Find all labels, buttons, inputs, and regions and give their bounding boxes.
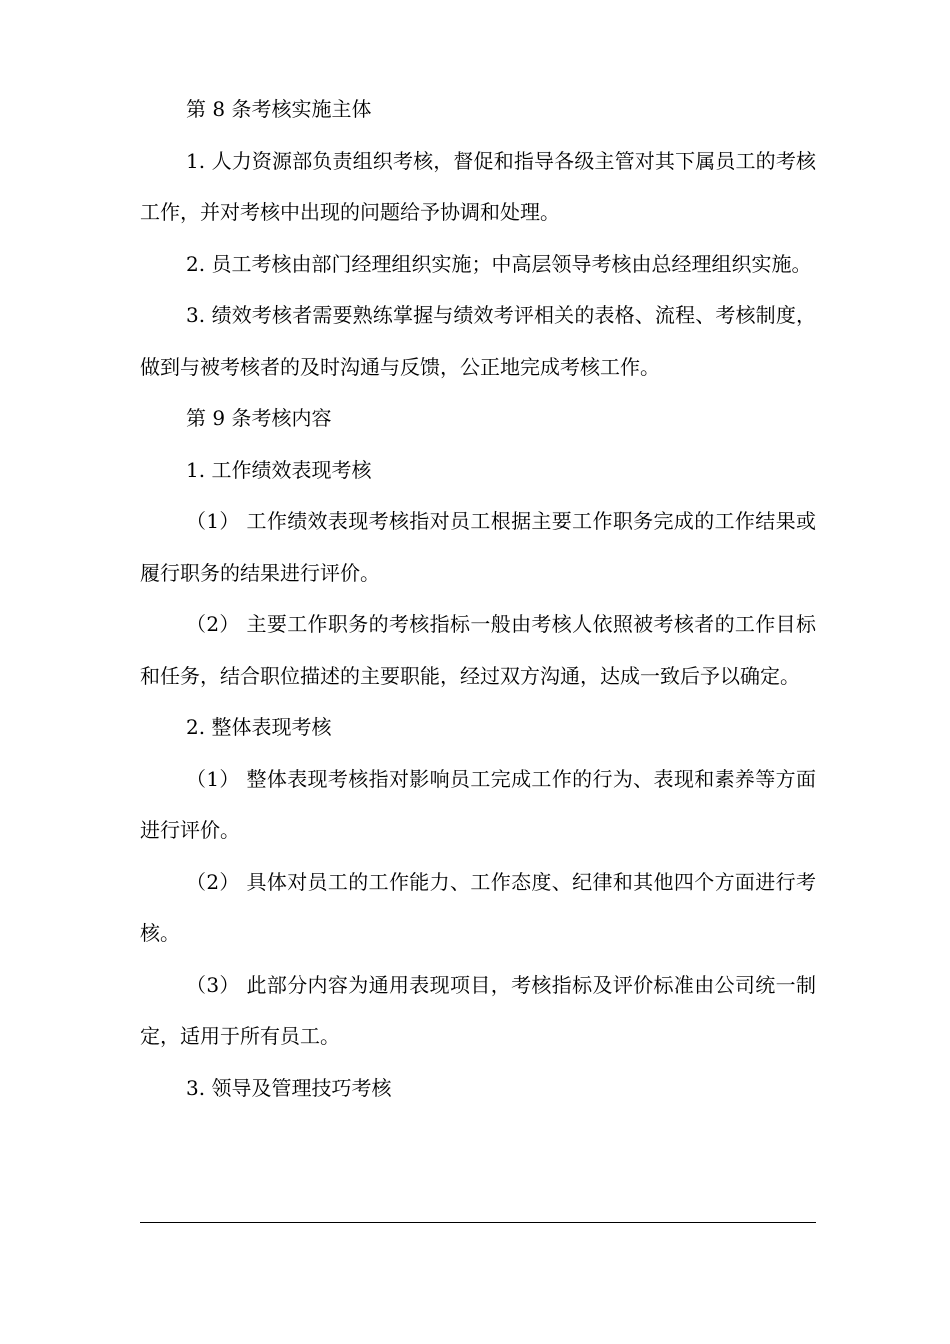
section-2-heading: 2. 整体表现考核 [186,715,332,739]
document-body [140,84,816,1114]
section-3-heading: 3. 领导及管理技巧考核 [186,1075,392,1100]
article-8-item-3: 3. 绩效考核者需要熟练掌握与绩效考评相关的表格、流程、考核制度，做到与被考核者的及时沟通与反馈，公正地完成考核工作。 [140,303,816,379]
section-2-item-2: （2） 具体对员工的工作能力、工作态度、纪律和其他四个方面进行考核。 [140,869,816,945]
article-8-item-2: 2. 员工考核由部门经理组织实施；中高层领导考核由总经理组织实施。 [186,251,812,276]
footer-divider [140,1222,816,1223]
article-9-heading: 第 9 条考核内容 [186,406,332,430]
section-2-item-3: （3） 此部分内容为通用表现项目，考核指标及评价标准由公司统一制定，适用于所有员工。 [140,972,816,1048]
article-8-item-1: 1. 人力资源部负责组织考核，督促和指导各级主管对其下属员工的考核工作，并对考核中出现的问题给予协调和处理。 [140,148,816,224]
section-1-heading: 1. 工作绩效表现考核 [186,457,372,482]
section-1-item-1: （1） 工作绩效表现考核指对员工根据主要工作职务完成的工作结果或履行职务的结果进行评价。 [140,509,816,585]
section-2-item-1: （1） 整体表现考核指对影响员工完成工作的行为、表现和素养等方面进行评价。 [140,766,816,842]
section-1-item-2: （2） 主要工作职务的考核指标一般由考核人依照被考核者的工作目标和任务，结合职位描述的主要职能，经过双方沟通，达成一致后予以确定。 [140,612,816,688]
article-8-heading: 第 8 条考核实施主体 [186,97,372,121]
